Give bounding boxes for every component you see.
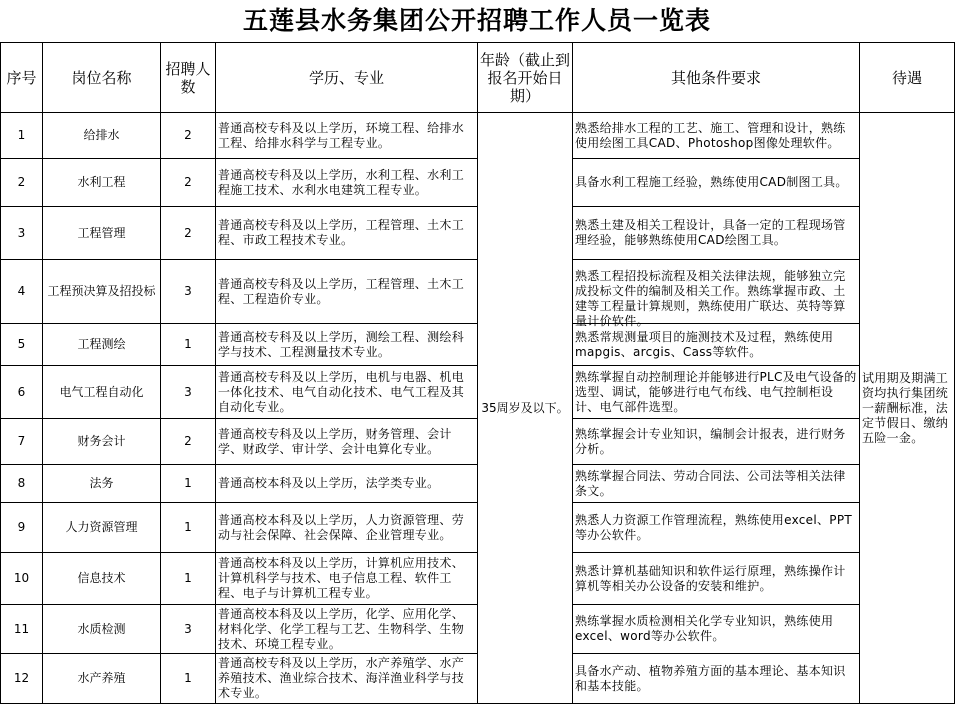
row-education [216, 260, 478, 324]
row-other-requirements [573, 260, 860, 328]
row-position: 财务会计 [43, 419, 161, 465]
age-requirement: 35周岁及以下。 [478, 113, 573, 704]
row-education [216, 159, 478, 207]
header-treatment: 待遇 [860, 43, 955, 113]
row-count: 1 [161, 465, 216, 503]
header-age [478, 43, 573, 113]
row-no: 5 [1, 324, 43, 366]
row-other-requirements [573, 605, 860, 654]
row-other-requirements [573, 366, 860, 419]
row-education-text: 普通高校本科及以上学历，人力资源管理、劳动与社会保障、社会保障、企业管理专业。 [218, 512, 465, 542]
row-education [216, 465, 478, 503]
row-count: 2 [161, 113, 216, 159]
row-no: 10 [1, 553, 43, 605]
row-other-requirements [573, 553, 860, 605]
row-no: 11 [1, 605, 43, 654]
page-title: 五莲县水务集团公开招聘工作人员一览表 [242, 6, 711, 35]
row-other-requirements-text: 熟悉常规测量项目的施测技术及过程，熟练使用mapgis、arcgis、Cass等软件。 [575, 329, 834, 359]
row-position: 信息技术 [43, 553, 161, 605]
row-education [216, 503, 478, 553]
row-education-text: 普通高校专科及以上学历，水利工程、水利工程施工技术、水利水电建筑工程专业。 [218, 167, 465, 197]
row-other-requirements [573, 113, 860, 159]
row-education-text: 普通高校本科及以上学历，法学类专业。 [218, 476, 440, 490]
row-education [216, 207, 478, 260]
header-age-text: 年龄（截止到报名开始日期） [480, 50, 571, 105]
row-no: 7 [1, 419, 43, 465]
row-other-requirements [573, 419, 860, 465]
row-position: 水质检测 [43, 605, 161, 654]
treatment: 试用期及期满工资均执行集团统一薪酬标准，法定节假日、缴纳五险一金。 [860, 113, 955, 704]
row-position: 水利工程 [43, 159, 161, 207]
row-education [216, 605, 478, 654]
row-other-requirements [573, 503, 860, 553]
table-body [1, 113, 955, 704]
row-count: 3 [161, 260, 216, 324]
row-education [216, 324, 478, 366]
row-other-requirements-text: 熟悉人力资源工作管理流程，熟练使用excel、PPT等办公软件。 [575, 512, 852, 542]
row-position: 工程预决算及招投标 [43, 260, 161, 324]
row-position: 水产养殖 [43, 654, 161, 704]
row-education-text: 普通高校本科及以上学历，计算机应用技术、计算机科学与技术、电子信息工程、软件工程、电子与计算机工程专业。 [218, 556, 465, 600]
row-education-text: 普通高校专科及以上学历，环境工程、给排水工程、给排水科学与工程专业。 [218, 120, 465, 150]
row-count: 3 [161, 366, 216, 419]
header-row [1, 43, 955, 113]
row-no: 3 [1, 207, 43, 260]
row-other-requirements [573, 324, 860, 366]
row-other-requirements-text: 具备水产动、植物养殖方面的基本理论、基本知识和基本技能。 [575, 663, 846, 693]
row-position: 电气工程自动化 [43, 366, 161, 419]
row-count: 2 [161, 419, 216, 465]
row-count: 1 [161, 503, 216, 553]
row-count: 1 [161, 553, 216, 605]
row-count: 3 [161, 605, 216, 654]
row-other-requirements [573, 465, 860, 503]
row-no: 2 [1, 159, 43, 207]
row-other-requirements-text: 熟练掌握自动控制理论并能够进行PLC及电气设备的选型、调试，能够进行电气布线、电气控制柜设计、电气部件选型。 [575, 369, 857, 414]
row-education-text: 普通高校专科及以上学历，测绘工程、测绘科学与技术、工程测量技术专业。 [218, 329, 465, 359]
row-education-text: 普通高校本科及以上学历，化学、应用化学、材料化学、化学工程与工艺、生物科学、生物技术、环境工程专业。 [218, 606, 465, 651]
row-other-requirements [573, 654, 860, 704]
row-count: 2 [161, 207, 216, 260]
row-no: 8 [1, 465, 43, 503]
row-education-text: 普通高校专科及以上学历，电机与电器、机电一体化技术、电气自动化技术、电气工程及其自动化专业。 [218, 369, 465, 414]
row-position: 人力资源管理 [43, 503, 161, 553]
table-row [1, 113, 955, 159]
header-education: 学历、专业 [216, 43, 478, 113]
row-education-text: 普通高校专科及以上学历，工程管理、土木工程、工程造价专业。 [218, 276, 465, 306]
row-education-text: 普通高校专科及以上学历，水产养殖学、水产养殖技术、渔业综合技术、海洋渔业科学与技术专业。 [218, 656, 465, 700]
header-position: 岗位名称 [43, 43, 161, 113]
row-count: 1 [161, 654, 216, 704]
row-other-requirements-text: 熟悉工程招投标流程及相关法律法规，能够独立完成投标文件的编制及相关工作。熟练掌握市政、土建等工程量计算规则，熟练使用广联达、英特等算量计价软件。 [575, 269, 846, 328]
row-other-requirements-text: 熟悉土建及相关工程设计，具备一定的工程现场管理经验，能够熟练使用CAD绘图工具。 [575, 218, 846, 247]
recruitment-table [0, 42, 955, 704]
row-position: 工程测绘 [43, 324, 161, 366]
row-no: 6 [1, 366, 43, 419]
row-no: 4 [1, 260, 43, 324]
row-education [216, 654, 478, 704]
row-education-text: 普通高校专科及以上学历，财务管理、会计学、财政学、审计学、会计电算化专业。 [218, 426, 452, 456]
row-count: 1 [161, 324, 216, 366]
row-other-requirements-text: 熟练掌握合同法、劳动合同法、公司法等相关法律条文。 [575, 468, 846, 498]
header-no: 序号 [1, 43, 43, 113]
header-other: 其他条件要求 [573, 43, 860, 113]
row-other-requirements-text: 具备水利工程施工经验，熟练使用CAD制图工具。 [575, 175, 848, 189]
row-count: 2 [161, 159, 216, 207]
row-other-requirements [573, 159, 860, 207]
row-education [216, 419, 478, 465]
row-education [216, 113, 478, 159]
row-other-requirements-text: 熟悉给排水工程的工艺、施工、管理和设计，熟练使用绘图工具CAD、Photoshop图像处理软件。 [575, 120, 846, 150]
row-no: 12 [1, 654, 43, 704]
row-position: 工程管理 [43, 207, 161, 260]
row-no: 1 [1, 113, 43, 159]
row-other-requirements [573, 207, 860, 260]
row-position: 给排水 [43, 113, 161, 159]
row-education [216, 553, 478, 605]
row-other-requirements-text: 熟悉计算机基础知识和软件运行原理，熟练操作计算机等相关办公设备的安装和维护。 [575, 563, 846, 593]
row-education [216, 366, 478, 419]
row-other-requirements-text: 熟练掌握会计专业知识，编制会计报表，进行财务分析。 [575, 426, 846, 456]
header-count: 招聘人数 [161, 43, 216, 113]
row-position: 法务 [43, 465, 161, 503]
row-education-text: 普通高校专科及以上学历，工程管理、土木工程、市政工程技术专业。 [218, 218, 465, 247]
row-no: 9 [1, 503, 43, 553]
row-other-requirements-text: 熟练掌握水质检测相关化学专业知识，熟练使用excel、word等办公软件。 [575, 614, 834, 643]
